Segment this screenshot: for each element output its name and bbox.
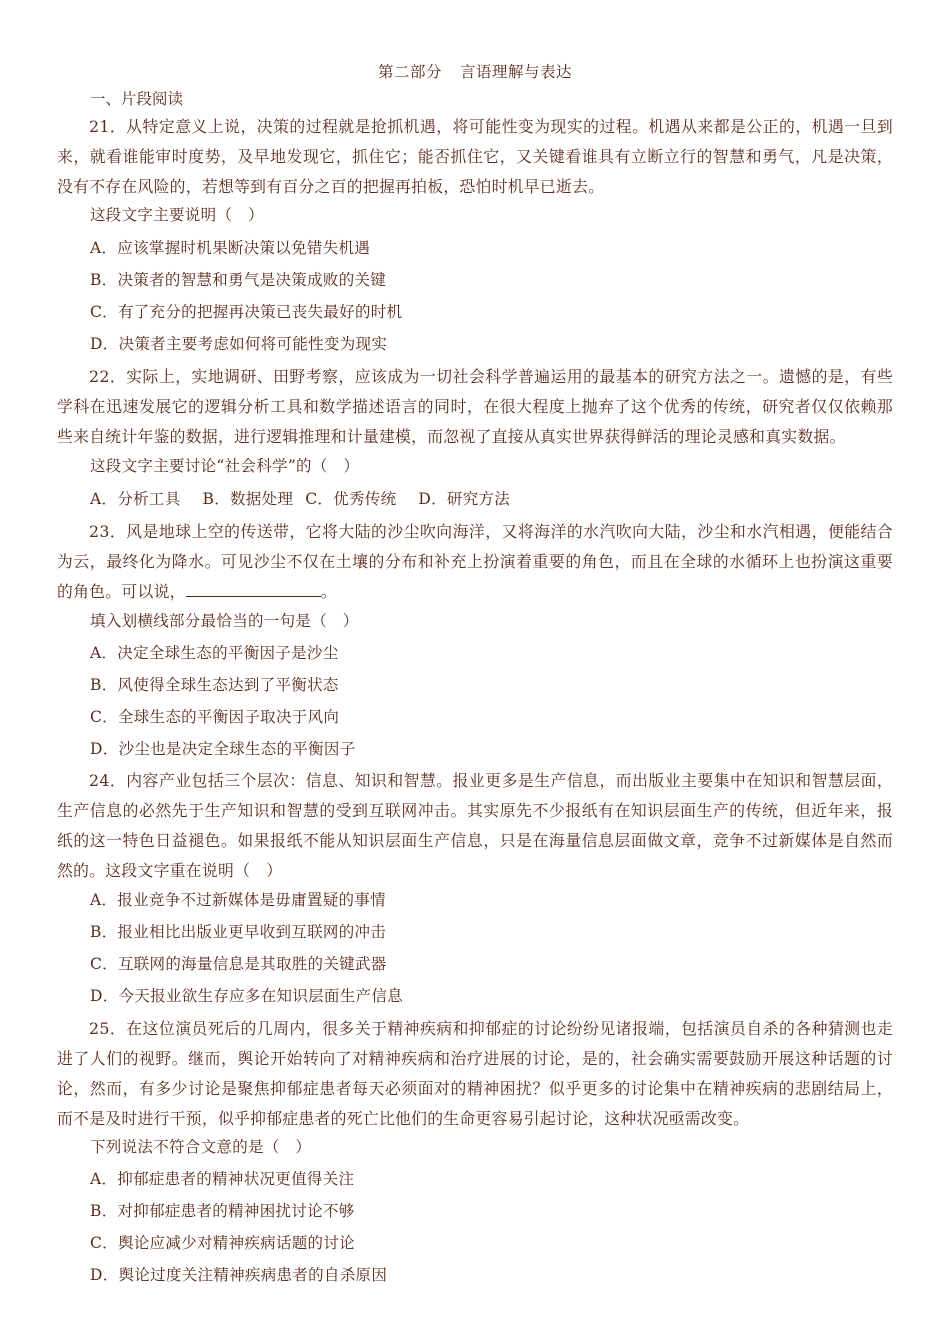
question-25-passage: 25．在这位演员死后的几周内，很多关于精神疾病和抑郁症的讨论纷纷见诸报端，包括演员自杀的各种猜测也走进了人们的视野。继而，舆论开始转向了对精神疾病和治疗进展的讨论，是的，社会确实需要鼓励开展这种话题的讨论，然而，有多少讨论是聚焦抑郁症患者每天必须面对的精神困扰？似乎更多的讨论集中在精神疾病的悲剧结局上，而不是及时进行干预，似乎抑郁症患者的死亡比他们的生命更容易引起讨论，这种状况亟需改变。	[57, 1019, 893, 1128]
question-23-passage-text: 23．风是地球上空的传送带，它将大陆的沙尘吹向海洋，又将海洋的水汽吹向大陆，沙尘和水汽相遇，便能结合为云，最终化为降水。可见沙尘不仅在土壤的分布和补充上扮演着重要的角色，而且在全球的水循环上也扮演这重要的角色。可以说，	[57, 522, 893, 601]
question-22-option-a: A．分析工具	[90, 490, 181, 508]
question-22-option-b: B．数据处理	[202, 490, 294, 508]
question-22-options	[90, 487, 532, 509]
question-25-option-a: A．抑郁症患者的精神状况更值得关注	[90, 1170, 355, 1188]
question-21-option-d: D．决策者主要考虑如何将可能性变为现实	[90, 335, 388, 353]
question-25-option-c: C．舆论应减少对精神疾病话题的讨论	[90, 1234, 355, 1252]
question-24-passage: 24．内容产业包括三个层次：信息、知识和智慧。报业更多是生产信息，而出版业主要集中在知识和智慧层面，生产信息的必然先于生产知识和智慧的受到互联网冲击。其实原先不少报纸有在知识层面生产的传统，但近年来，报纸的这一特色日益褪色。如果报纸不能从知识层面生产信息，只是在海量信息层面做文章，竞争不过新媒体是自然而然的。这段文字重在说明（ ）	[57, 771, 893, 880]
question-23-passage-end: 。	[320, 582, 337, 601]
question-21-option-c: C．有了充分的把握再决策已丧失最好的时机	[90, 303, 403, 321]
question-23-option-d: D．沙尘也是决定全球生态的平衡因子	[90, 740, 356, 758]
section-heading: 一、片段阅读	[90, 90, 184, 108]
answer-blank-line	[186, 580, 321, 597]
question-21-prompt: 这段文字主要说明（ ）	[90, 206, 264, 224]
question-21-option-b: B．决策者的智慧和勇气是决策成败的关键	[90, 271, 387, 289]
question-23-passage	[57, 517, 893, 607]
question-24-option-a: A．报业竞争不过新媒体是毋庸置疑的事情	[90, 891, 386, 909]
subject-label: 言语理解与表达	[460, 63, 573, 81]
question-23-option-c: C．全球生态的平衡因子取决于风向	[90, 708, 340, 726]
question-23-option-b: B．风使得全球生态达到了平衡状态	[90, 676, 339, 694]
question-22-option-d: D．研究方法	[418, 490, 511, 508]
question-24-option-c: C．互联网的海量信息是其取胜的关键武器	[90, 955, 387, 973]
question-25-option-b: B．对抑郁症患者的精神困扰讨论不够	[90, 1202, 355, 1220]
question-21-option-a: A．应该掌握时机果断决策以免错失机遇	[90, 239, 371, 257]
question-22-prompt: 这段文字主要讨论“社会科学”的（ ）	[90, 457, 360, 475]
question-24-option-d: D．今天报业欲生存应多在知识层面生产信息	[90, 987, 403, 1005]
page-title	[0, 60, 950, 82]
part-label: 第二部分	[377, 63, 442, 81]
question-21-passage: 21．从特定意义上说，决策的过程就是抢抓机遇，将可能性变为现实的过程。机遇从来都是公正的，机遇一旦到来，就看谁能审时度势，及早地发现它，抓住它；能否抓住它，又关键看谁具有立断立行的智慧和勇气，凡是决策，没有不存在风险的，若想等到有百分之百的把握再拍板，恐怕时机早已逝去。	[57, 117, 893, 196]
question-24-option-b: B．报业相比出版业更早收到互联网的冲击	[90, 923, 387, 941]
question-23-prompt: 填入划横线部分最恰当的一句是（ ）	[90, 612, 359, 630]
question-22-option-c: C．优秀传统	[305, 490, 397, 508]
question-22-passage: 22．实际上，实地调研、田野考察，应该成为一切社会科学普遍运用的最基本的研究方法之一。遗憾的是，有些学科在迅速发展它的逻辑分析工具和数学描述语言的同时，在很大程度上抛弃了这个优秀的传统，研究者仅仅依赖那些来自统计年鉴的数据，进行逻辑推理和计量建模，而忽视了直接从真实世界获得鲜活的理论灵感和真实数据。	[57, 367, 893, 446]
question-25-option-d: D．舆论过度关注精神疾病患者的自杀原因	[90, 1266, 388, 1284]
question-25-prompt: 下列说法不符合文意的是（ ）	[90, 1138, 312, 1156]
question-23-option-a: A．决定全球生态的平衡因子是沙尘	[90, 644, 339, 662]
